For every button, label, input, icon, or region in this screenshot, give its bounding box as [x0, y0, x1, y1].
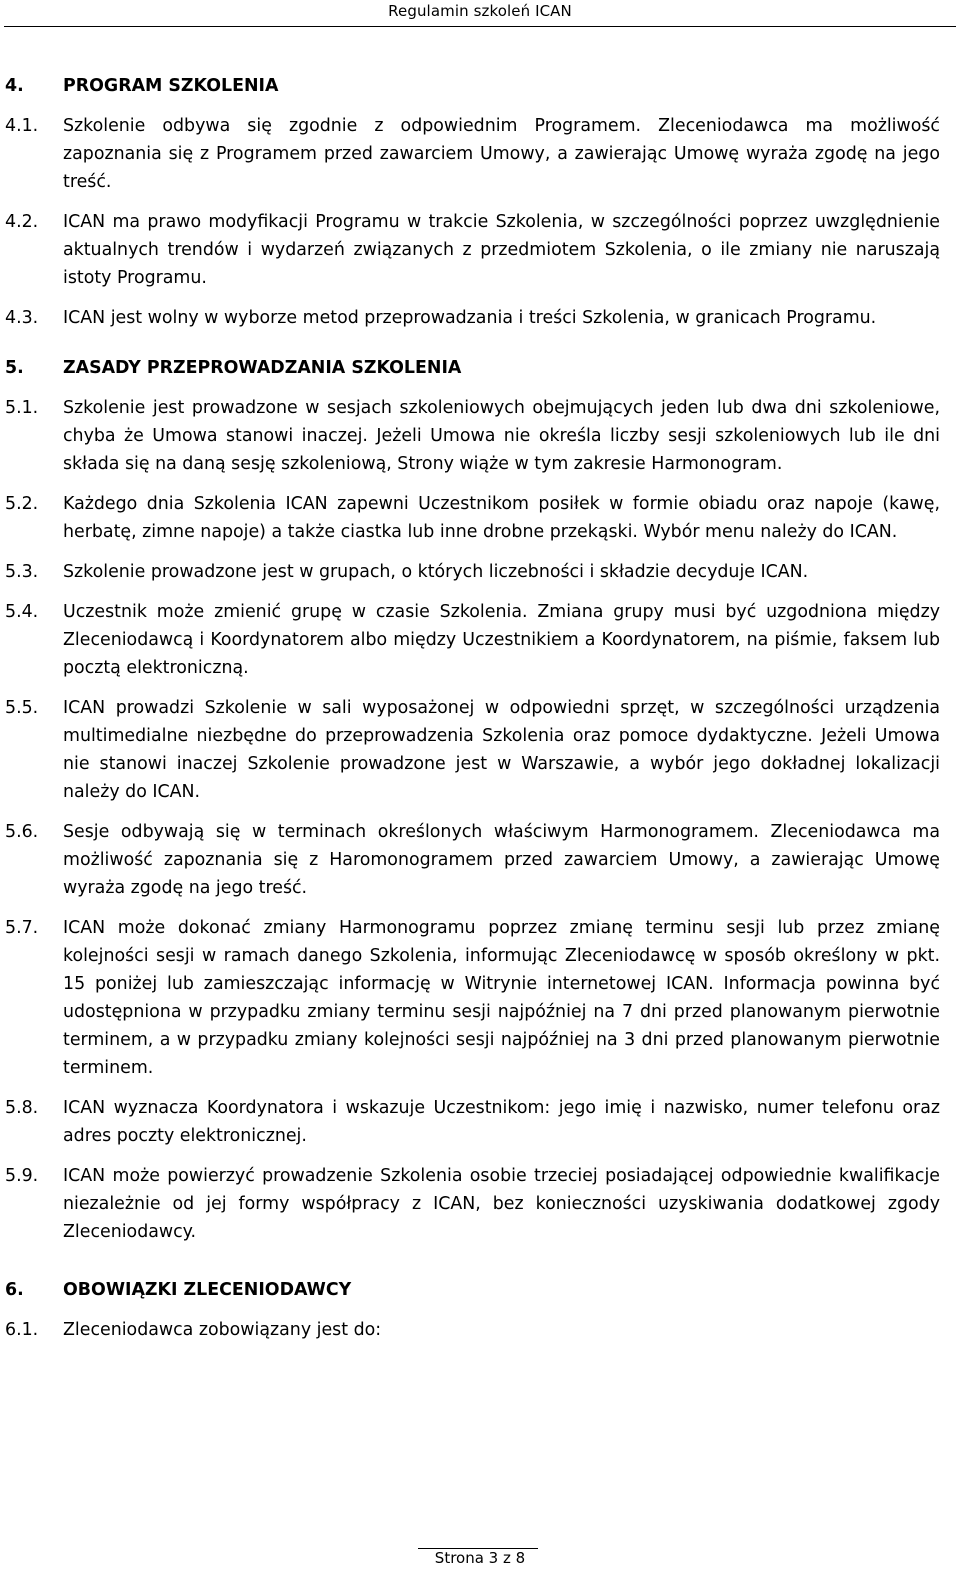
clause-4-2	[5, 208, 940, 292]
clause-text: Uczestnik może zmienić grupę w czasie Szkolenia. Zmiana grupy musi być uzgodniona między Zleceniodawcą i Koordynatorem albo między Uczestnikiem a Koordynatorem, na piśmie, faksem lub pocztą elektroniczną.	[63, 602, 940, 678]
clause-number: 5.3.	[5, 562, 39, 582]
clause-number: 4.3.	[5, 308, 39, 328]
clause-text: ICAN jest wolny w wyborze metod przeprowadzania i treści Szkolenia, w granicach Programu.	[63, 308, 877, 328]
clause-5-8	[5, 1094, 940, 1150]
header-rule	[4, 26, 956, 27]
clause-number: 5.5.	[5, 698, 39, 718]
clause-text: Szkolenie odbywa się zgodnie z odpowiednim Programem. Zleceniodawca ma możliwość zapoznania się z Programem przed zawarciem Umowy, a zawierając Umowę wyraża zgodę na jego treść.	[63, 116, 940, 192]
clause-5-2	[5, 490, 940, 546]
clause-number: 5.9.	[5, 1166, 39, 1186]
clause-number: 5.8.	[5, 1098, 39, 1118]
clause-text: ICAN wyznacza Koordynatora i wskazuje Uczestnikom: jego imię i nazwisko, numer telefonu oraz adres poczty elektronicznej.	[63, 1098, 940, 1146]
clause-number: 5.6.	[5, 822, 39, 842]
section-number: 5.	[5, 358, 24, 378]
document-header-title: Regulamin szkoleń ICAN	[388, 2, 572, 20]
section-heading-4	[5, 72, 940, 100]
clause-number: 4.1.	[5, 116, 39, 136]
section-heading-6	[5, 1276, 940, 1304]
clause-text: Zleceniodawca zobowiązany jest do:	[63, 1320, 382, 1340]
clause-text: ICAN prowadzi Szkolenie w sali wyposażonej w odpowiedni sprzęt, w szczególności urządzenia multimedialne niezbędne do przeprowadzenia Szkolenia oraz pomoce dydaktyczne. Jeżeli Umowa nie stanowi inaczej Szkolenie prowadzone jest w Warszawie, a wybór jego dokładnej lokalizacji należy do ICAN.	[63, 698, 940, 802]
section-title: PROGRAM SZKOLENIA	[63, 76, 279, 96]
clause-number: 5.2.	[5, 494, 39, 514]
clause-text: Szkolenie prowadzone jest w grupach, o których liczebności i składzie decyduje ICAN.	[63, 562, 809, 582]
clause-4-1	[5, 112, 940, 196]
clause-5-3	[5, 558, 940, 586]
page-number: Strona 3 z 8	[434, 1549, 526, 1567]
clause-5-4	[5, 598, 940, 682]
clause-text: ICAN ma prawo modyfikacji Programu w trakcie Szkolenia, w szczególności poprzez uwzględnienie aktualnych trendów i wydarzeń związanych z przedmiotem Szkolenia, o ile zmiany nie naruszają istoty Programu.	[63, 212, 940, 288]
clause-number: 5.7.	[5, 918, 39, 938]
clause-5-5	[5, 694, 940, 806]
clause-text: Każdego dnia Szkolenia ICAN zapewni Uczestnikom posiłek w formie obiadu oraz napoje (kawę, herbatę, zimne napoje) a także ciastka lub inne drobne przekąski. Wybór menu należy do ICAN.	[63, 494, 940, 542]
clause-number: 4.2.	[5, 212, 39, 232]
section-title: OBOWIĄZKI ZLECENIODAWCY	[63, 1280, 352, 1300]
section-heading-5	[5, 354, 940, 382]
clause-text: Szkolenie jest prowadzone w sesjach szkoleniowych obejmujących jeden lub dwa dni szkoleniowe, chyba że Umowa stanowi inaczej. Jeżeli Umowa nie określa liczby sesji szkoleniowych lub ile dni składa się na daną sesję szkoleniową, Strony wiąże w tym zakresie Harmonogram.	[63, 398, 940, 474]
clause-number: 5.1.	[5, 398, 39, 418]
section-title: ZASADY PRZEPROWADZANIA SZKOLENIA	[63, 358, 462, 378]
clause-5-1	[5, 394, 940, 478]
clause-text: ICAN może powierzyć prowadzenie Szkolenia osobie trzeciej posiadającej odpowiednie kwalifikacje niezależnie od jej formy współpracy z ICAN, bez konieczności uzyskiwania dodatkowej zgody Zleceniodawcy.	[63, 1166, 940, 1242]
clause-number: 6.1.	[5, 1320, 39, 1340]
clause-6-1	[5, 1316, 940, 1344]
document-body	[5, 72, 940, 1344]
clause-number: 5.4.	[5, 602, 39, 622]
clause-5-7	[5, 914, 940, 1082]
clause-4-3	[5, 304, 940, 332]
section-number: 4.	[5, 76, 24, 96]
clause-text: ICAN może dokonać zmiany Harmonogramu poprzez zmianę terminu sesji lub przez zmianę kolejności sesji w ramach danego Szkolenia, informując Zleceniodawcę w sposób określony w pkt. 15 poniżej lub zamieszczając informację w Witrynie internetowej ICAN. Informacja powinna być udostępniona w przypadku zmiany terminu sesji najpóźniej na 7 dni przed planowanym pierwotnie terminem, a w przypadku zmiany kolejności sesji najpóźniej na 3 dni przed planowanym pierwotnie terminem.	[63, 918, 940, 1078]
clause-5-6	[5, 818, 940, 902]
section-number: 6.	[5, 1280, 24, 1300]
clause-5-9	[5, 1162, 940, 1246]
clause-text: Sesje odbywają się w terminach określonych właściwym Harmonogramem. Zleceniodawca ma możliwość zapoznania się z Haromonogramem przed zawarciem Umowy, a zawierając Umowę wyraża zgodę na jego treść.	[63, 822, 940, 898]
